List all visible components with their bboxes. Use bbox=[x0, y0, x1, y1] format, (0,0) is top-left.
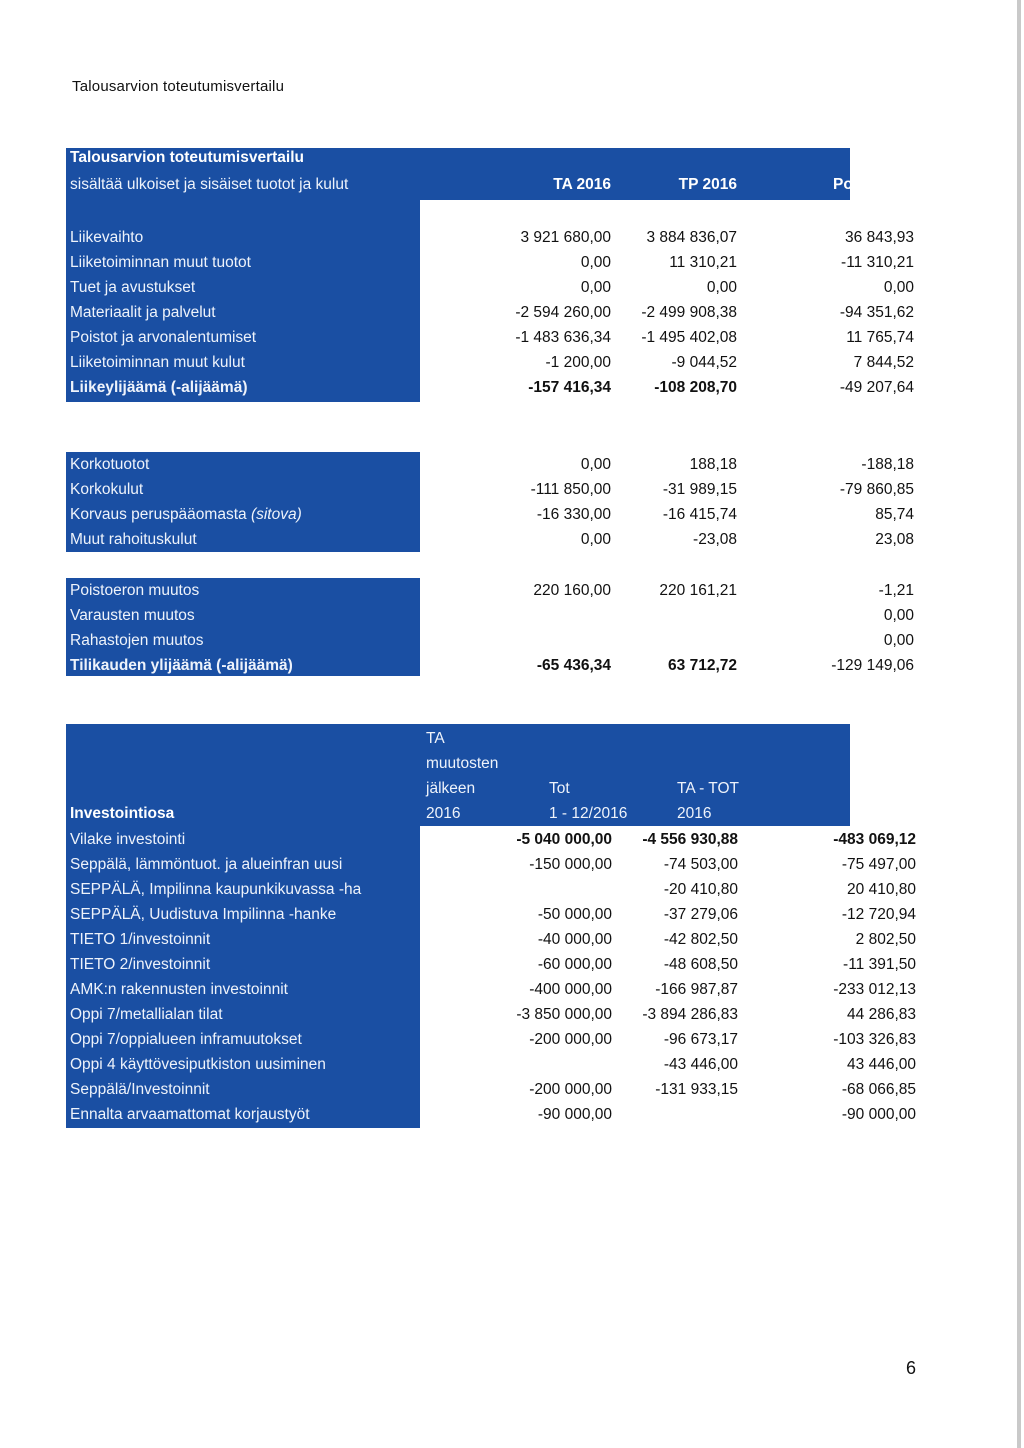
cell-tot: -37 279,06 bbox=[663, 906, 738, 923]
row-label: Materiaalit ja palvelut bbox=[70, 304, 216, 321]
row-label: Muut rahoituskulut bbox=[70, 531, 197, 548]
cell-tp: 63 712,72 bbox=[668, 657, 737, 674]
cell-tot: -131 933,15 bbox=[655, 1081, 738, 1098]
cell-ta: -16 330,00 bbox=[536, 506, 611, 523]
table-row bbox=[66, 1002, 916, 1027]
table-row-total bbox=[66, 827, 916, 852]
row-label: Poistot ja arvonalentumiset bbox=[70, 329, 257, 346]
cell-ta: -200 000,00 bbox=[529, 1031, 612, 1048]
budget-table-subtitle: sisältää ulkoiset ja sisäiset tuotot ja kulut bbox=[70, 176, 349, 193]
page-title: Talousarvion toteutumisvertailu bbox=[72, 78, 285, 95]
cell-diff: -233 012,13 bbox=[833, 981, 916, 998]
cell-diff: -75 497,00 bbox=[841, 856, 916, 873]
cell-diff: 85,74 bbox=[875, 506, 914, 523]
cell-diff: -1,21 bbox=[878, 582, 914, 599]
cell-ta: -50 000,00 bbox=[537, 906, 612, 923]
cell-diff: -11 391,50 bbox=[843, 956, 916, 973]
table-row bbox=[66, 1102, 916, 1127]
row-label: Liikevaihto bbox=[70, 229, 144, 246]
row-label: Liiketoiminnan muut kulut bbox=[70, 354, 245, 371]
column-header-tp: TP 2016 bbox=[678, 176, 737, 193]
row-label: Oppi 7/oppialueen inframuutokset bbox=[70, 1031, 302, 1048]
row-label: Tuet ja avustukset bbox=[70, 279, 196, 296]
table-row bbox=[66, 225, 914, 250]
table-row bbox=[66, 977, 916, 1002]
cell-diff: -68 066,85 bbox=[841, 1081, 916, 1098]
cell-ta: -2 594 260,00 bbox=[515, 304, 611, 321]
cell-diff: 0,00 bbox=[883, 632, 914, 649]
row-label: Liikeylijäämä (-alijäämä) bbox=[70, 379, 248, 396]
row-label: Korkokulut bbox=[70, 481, 144, 498]
row-label: Rahastojen muutos bbox=[70, 632, 204, 649]
row-label: Poistoeron muutos bbox=[70, 582, 200, 599]
row-label: Ennalta arvaamattomat korjaustyöt bbox=[70, 1106, 310, 1123]
table-row-total bbox=[66, 653, 914, 678]
cell-diff: -188,18 bbox=[861, 456, 914, 473]
cell-ta: 0,00 bbox=[580, 279, 611, 296]
cell-ta: 0,00 bbox=[580, 531, 611, 548]
table-row bbox=[66, 527, 914, 552]
table-row-total bbox=[66, 375, 914, 400]
table-row bbox=[66, 927, 916, 952]
cell-diff: 7 844,52 bbox=[853, 354, 914, 371]
column-header-diff-line: 2016 bbox=[677, 805, 712, 822]
cell-ta: -3 850 000,00 bbox=[516, 1006, 612, 1023]
row-label: Tilikauden ylijäämä (-alijäämä) bbox=[70, 657, 293, 674]
cell-ta: -111 850,00 bbox=[530, 481, 611, 498]
cell-diff: 23,08 bbox=[875, 531, 914, 548]
cell-tot: -4 556 930,88 bbox=[642, 831, 738, 848]
cell-tot: -96 673,17 bbox=[663, 1031, 738, 1048]
cell-tp: -1 495 402,08 bbox=[641, 329, 737, 346]
table-row bbox=[66, 852, 916, 877]
row-label: TIETO 2/investoinnit bbox=[70, 956, 211, 973]
row-label-text: Korvaus peruspääomasta bbox=[70, 506, 247, 523]
column-header-diff-line: TA - TOT bbox=[677, 780, 740, 797]
cell-tp: -23,08 bbox=[693, 531, 737, 548]
cell-tot: -3 894 286,83 bbox=[642, 1006, 738, 1023]
row-label: Vilake investointi bbox=[70, 831, 186, 848]
cell-diff: 43 446,00 bbox=[847, 1056, 916, 1073]
cell-ta: -90 000,00 bbox=[537, 1106, 612, 1123]
table-row bbox=[66, 300, 914, 325]
cell-diff: -79 860,85 bbox=[839, 481, 914, 498]
cell-tot: -42 802,50 bbox=[663, 931, 738, 948]
table-row bbox=[66, 452, 914, 477]
column-header-ta-line: jälkeen bbox=[426, 780, 476, 797]
cell-ta: 0,00 bbox=[580, 456, 611, 473]
cell-diff: -12 720,94 bbox=[841, 906, 916, 923]
row-label: Oppi 4 käyttövesiputkiston uusiminen bbox=[70, 1056, 326, 1073]
table-row bbox=[66, 350, 914, 375]
investment-row-group bbox=[66, 827, 916, 1127]
table-row bbox=[66, 1027, 916, 1052]
column-header-ta: TA 2016 bbox=[553, 176, 611, 193]
cell-ta: -157 416,34 bbox=[528, 379, 611, 396]
cell-tp: 3 884 836,07 bbox=[646, 229, 737, 246]
cell-tp: 220 161,21 bbox=[659, 582, 737, 599]
column-header-poikkeama: Poikkeama bbox=[833, 176, 914, 193]
cell-ta: 0,00 bbox=[580, 254, 611, 271]
cell-diff: 11 765,74 bbox=[846, 329, 914, 346]
row-label bbox=[66, 502, 422, 527]
investment-table-title: Investointiosa bbox=[70, 805, 175, 822]
row-label: Liiketoiminnan muut tuotot bbox=[70, 254, 251, 271]
budget-row-group bbox=[66, 225, 914, 400]
cell-diff: 2 802,50 bbox=[855, 931, 916, 948]
cell-ta: 3 921 680,00 bbox=[520, 229, 611, 246]
cell-diff: -90 000,00 bbox=[841, 1106, 916, 1123]
cell-tp: 188,18 bbox=[689, 456, 737, 473]
row-label: Varausten muutos bbox=[70, 607, 195, 624]
table-row bbox=[66, 628, 914, 653]
cell-tot: -74 503,00 bbox=[663, 856, 738, 873]
row-label: SEPPÄLÄ, Impilinna kaupunkikuvassa -ha bbox=[70, 881, 362, 898]
table-row bbox=[66, 325, 914, 350]
table-row bbox=[66, 275, 914, 300]
table-row bbox=[66, 877, 916, 902]
cell-diff: -129 149,06 bbox=[831, 657, 914, 674]
table-row bbox=[66, 1052, 916, 1077]
cell-diff: 0,00 bbox=[883, 607, 914, 624]
table-row bbox=[66, 603, 914, 628]
cell-ta: -150 000,00 bbox=[529, 856, 612, 873]
page-number: 6 bbox=[906, 1358, 917, 1378]
cell-diff: -94 351,62 bbox=[839, 304, 914, 321]
table-row bbox=[66, 952, 916, 977]
table-row bbox=[66, 502, 914, 527]
cell-ta: -200 000,00 bbox=[529, 1081, 612, 1098]
cell-tp: -16 415,74 bbox=[662, 506, 737, 523]
cell-ta: -5 040 000,00 bbox=[516, 831, 612, 848]
column-header-tot-line: 1 - 12/2016 bbox=[549, 805, 628, 822]
table-row bbox=[66, 1077, 916, 1102]
cell-tp: -9 044,52 bbox=[671, 354, 737, 371]
column-header-ta-line: 2016 bbox=[426, 805, 461, 822]
cell-tot: -43 446,00 bbox=[663, 1056, 738, 1073]
row-label: Oppi 7/metallialan tilat bbox=[70, 1006, 223, 1023]
cell-tot: -48 608,50 bbox=[663, 956, 738, 973]
cell-ta: -60 000,00 bbox=[537, 956, 612, 973]
budget-row-group bbox=[66, 452, 914, 552]
cell-tp: 0,00 bbox=[706, 279, 737, 296]
cell-ta: -65 436,34 bbox=[536, 657, 611, 674]
cell-tp: -2 499 908,38 bbox=[641, 304, 737, 321]
cell-diff: -483 069,12 bbox=[833, 831, 916, 848]
cell-diff: 0,00 bbox=[883, 279, 914, 296]
column-header-ta-line: TA bbox=[426, 730, 445, 747]
cell-ta: -400 000,00 bbox=[529, 981, 612, 998]
cell-ta: -1 200,00 bbox=[545, 354, 611, 371]
cell-tp: -108 208,70 bbox=[654, 379, 737, 396]
cell-tp: 11 310,21 bbox=[669, 254, 737, 271]
row-label: AMK:n rakennusten investoinnit bbox=[70, 981, 288, 998]
page-edge-shadow bbox=[1017, 0, 1021, 1448]
row-label: Seppälä, lämmöntuot. ja alueinfran uusi bbox=[70, 856, 343, 873]
cell-diff: 20 410,80 bbox=[847, 881, 916, 898]
column-header-ta-line: muutosten bbox=[426, 755, 499, 772]
budget-table-header bbox=[66, 148, 914, 200]
cell-ta: -1 483 636,34 bbox=[515, 329, 611, 346]
table-row bbox=[66, 250, 914, 275]
cell-ta: 220 160,00 bbox=[533, 582, 611, 599]
cell-tp: -31 989,15 bbox=[662, 481, 737, 498]
row-label: SEPPÄLÄ, Uudistuva Impilinna -hanke bbox=[70, 906, 337, 923]
budget-table-title: Talousarvion toteutumisvertailu bbox=[70, 149, 304, 166]
column-header-tot-line: Tot bbox=[549, 780, 570, 797]
row-label: Seppälä/Investoinnit bbox=[70, 1081, 210, 1098]
row-label: TIETO 1/investoinnit bbox=[70, 931, 211, 948]
cell-diff: -49 207,64 bbox=[839, 379, 914, 396]
table-row bbox=[66, 902, 916, 927]
row-label-note: (sitova) bbox=[250, 506, 302, 523]
cell-tot: -20 410,80 bbox=[663, 881, 738, 898]
cell-tot: -166 987,87 bbox=[655, 981, 738, 998]
cell-diff: 36 843,93 bbox=[845, 229, 914, 246]
table-row bbox=[66, 578, 914, 603]
cell-diff: -11 310,21 bbox=[841, 254, 914, 271]
cell-diff: 44 286,83 bbox=[847, 1006, 916, 1023]
row-label: Korkotuotot bbox=[70, 456, 150, 473]
cell-ta: -40 000,00 bbox=[537, 931, 612, 948]
table-row bbox=[66, 477, 914, 502]
budget-row-group bbox=[66, 578, 914, 678]
cell-diff: -103 326,83 bbox=[833, 1031, 916, 1048]
